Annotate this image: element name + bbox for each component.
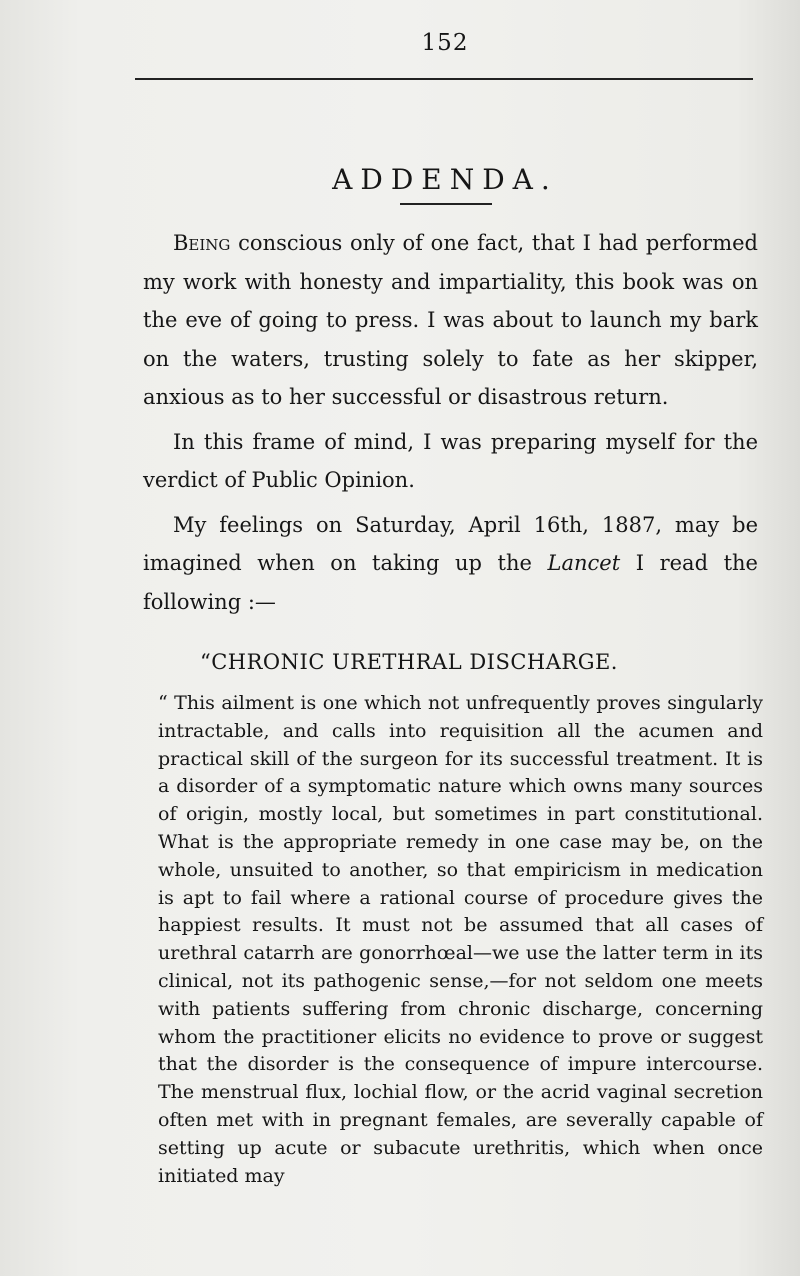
paragraph-2: In this frame of mind, I was preparing myself for the verdict of Public Opinion. <box>143 429 758 492</box>
quote-paragraph: “ This ailment is one which not unfrequently proves singularly intractable, and calls into requisition all the acumen and practical skill of the surgeon for its successful treatment. It is a disorder of a symptomatic nature which owns many sources of origin, mostly local, but sometimes in part constitutional. What is the appropriate remedy in one case may be, on the whole, unsuited to another, so that empiricism in medication is apt to fail where a rational course of procedure gives the happiest results. It must not be assumed that all cases of urethral catarrh are gonorrhœal—we use the latter term in its clinical, not its pathogenic sense,—for not seldom one meets with patients suffering from chronic discharge, concerning whom the practitioner elicits no evidence to prove or suggest that the disorder is the consequence of impure intercourse. The menstrual flux, lochial flow, or the acrid vaginal secretion often met with in pregnant females, are severally capable of setting up acute or subacute urethritis, which when once initiated may <box>158 692 763 1187</box>
paragraph-1-text: conscious only of one fact, that I had performed my work with honesty and impartiality, this book was on the eve of going to press. I was about to launch my bark on the waters, trusting solely to fate as her skipper, anxious as to her successful or disastrous return. <box>143 231 758 409</box>
paragraph-1 <box>143 224 758 417</box>
paragraph-1-lead: Being <box>173 231 231 255</box>
quote-title: “CHRONIC URETHRAL DISCHARGE. <box>200 650 618 674</box>
journal-name: Lancet <box>547 551 621 575</box>
body-text <box>143 224 758 627</box>
heading-rule <box>400 203 492 205</box>
quote-block <box>158 690 763 1190</box>
page-number: 152 <box>421 30 469 56</box>
header-rule <box>135 78 753 80</box>
paragraph-3 <box>143 506 758 622</box>
section-heading: ADDENDA. <box>332 162 558 196</box>
paragraph-3-before: My feelings on Saturday, April 16th, 1887, may be imagined when on taking up the <box>143 512 758 575</box>
paragraph-3-after: I read the following :— <box>143 551 758 614</box>
